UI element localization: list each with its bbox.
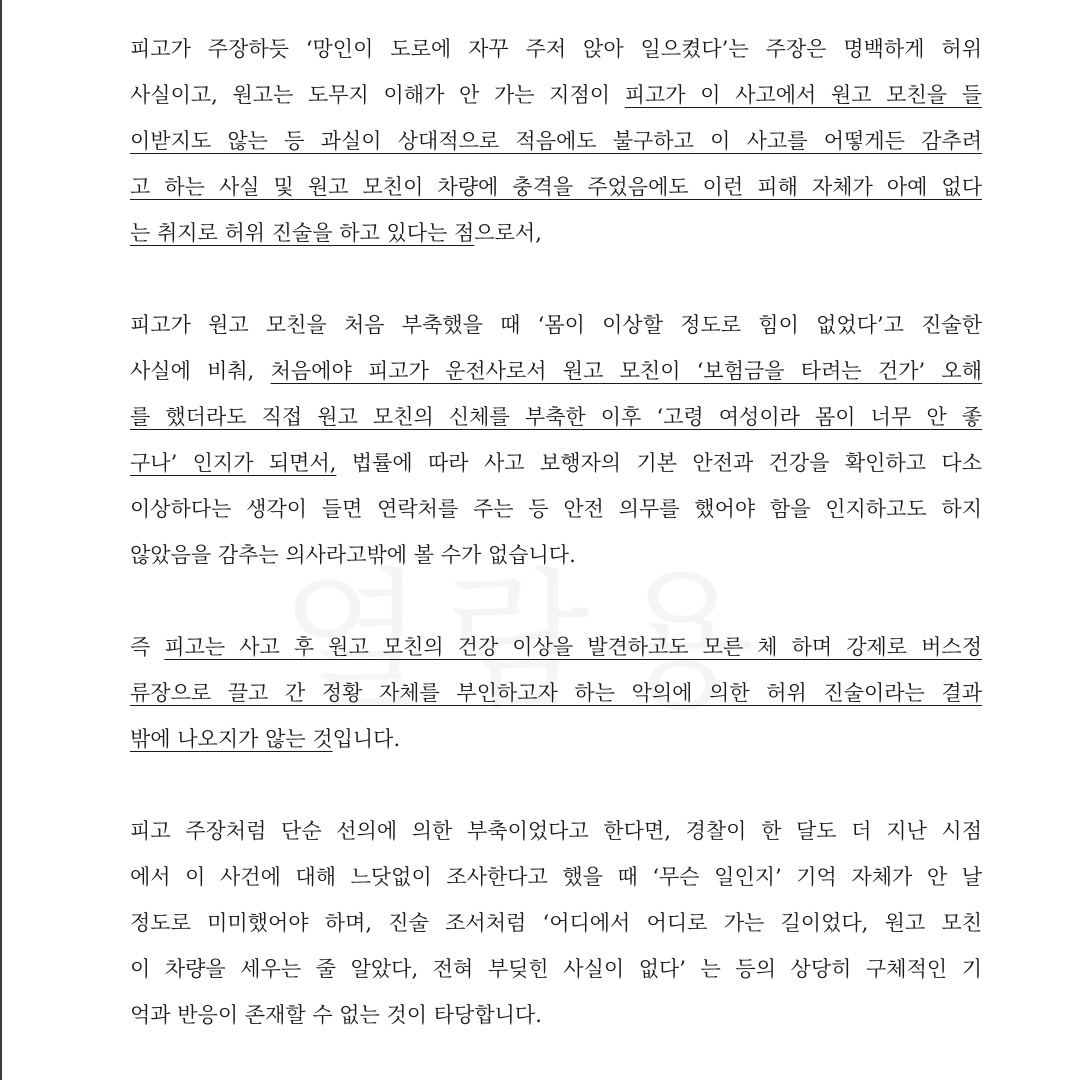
paragraph: [130, 624, 990, 762]
paragraph: [130, 302, 990, 578]
text-segment: 피고 주장처럼 단순 선의에 의한 부축이었다고 한다면, 경찰이 한 달도 더 지난 시점: [130, 819, 982, 843]
text-line: [130, 26, 982, 72]
text-line: [130, 348, 982, 394]
paragraph-gap: [130, 578, 990, 624]
text-segment: 즉: [130, 635, 165, 659]
text-line: [130, 72, 982, 118]
underlined-text: 이받지도 않는 등 과실이 상대적으로 적음에도 불구하고 이 사고를 어떻게든 감추려: [130, 129, 982, 153]
text-segment: 피고가 원고 모친을 처음 부축했을 때 ‘몸이 이상할 정도로 힘이 없었다’고 진술한: [130, 313, 982, 337]
underlined-text: 를 했더라도 직접 원고 모친의 신체를 부축한 이후 ‘고령 여성이라 몸이 너무 안 좋: [130, 405, 982, 429]
text-segment: 사실이고, 원고는 도무지 이해가 안 가는 지점이: [130, 83, 625, 107]
text-line: [130, 164, 982, 210]
text-segment: 입니다.: [332, 727, 401, 751]
text-line: [130, 210, 982, 256]
text-line: [130, 118, 982, 164]
text-segment: 에서 이 사건에 대해 느닷없이 조사한다고 했을 때 ‘무슨 일인지’ 기억 자체가 안 날: [130, 865, 982, 889]
underlined-text: 밖에 나오지가 않는 것: [130, 727, 333, 751]
page-left-border: [0, 0, 2, 1080]
paragraph-gap: [130, 762, 990, 808]
underlined-text: 는 취지로 허위 진술을 하고 있다는 점: [130, 221, 475, 245]
underlined-text: 피고가 이 사고에서 원고 모친을 들: [624, 83, 982, 107]
text-segment: 피고가 주장하듯 ‘망인이 도로에 자꾸 주저 앉아 일으켰다’는 주장은 명백하게 허위: [130, 37, 982, 61]
text-line: [130, 670, 982, 716]
text-segment: 않았음을 감추는 의사라고밖에 볼 수가 없습니다.: [130, 543, 576, 567]
text-line: [130, 900, 982, 946]
text-segment: 사실에 비춰,: [130, 359, 271, 383]
paragraph-gap: [130, 256, 990, 302]
text-line: [130, 946, 982, 992]
text-segment: 법률에 따라 사고 보행자의 기본 안전과 건강을 확인하고 다소: [336, 451, 982, 475]
text-line: [130, 854, 982, 900]
text-line: [130, 302, 982, 348]
text-line: [130, 532, 982, 578]
document-body: [130, 26, 990, 1038]
underlined-text: 구나’ 인지가 되면서,: [130, 451, 337, 475]
text-segment: 으로서,: [474, 221, 542, 245]
text-line: [130, 716, 982, 762]
underlined-text: 피고는 사고 후 원고 모친의 건강 이상을 발견하고도 모른 체 하며 강제로 버스정: [164, 635, 982, 659]
text-line: [130, 440, 982, 486]
text-line: [130, 992, 982, 1038]
text-segment: 이상하다는 생각이 들면 연락처를 주는 등 안전 의무를 했어야 함을 인지하고도 하지: [130, 497, 982, 521]
text-line: [130, 486, 982, 532]
paragraph: [130, 808, 990, 1038]
underlined-text: 처음에야 피고가 운전사로서 원고 모친이 ‘보험금을 타려는 건가’ 오해: [270, 359, 982, 383]
text-line: [130, 808, 982, 854]
text-segment: 이 차량을 세우는 줄 알았다, 전혀 부딪힌 사실이 없다’ 는 등의 상당히 구체적인 기: [130, 957, 982, 981]
text-segment: 정도로 미미했어야 하며, 진술 조서처럼 ‘어디에서 어디로 가는 길이었다, 원고 모친: [130, 911, 982, 935]
paragraph: [130, 26, 990, 256]
text-line: [130, 624, 982, 670]
underlined-text: 류장으로 끌고 간 정황 자체를 부인하고자 하는 악의에 의한 허위 진술이라는 결과: [130, 681, 982, 705]
text-line: [130, 394, 982, 440]
text-segment: 억과 반응이 존재할 수 없는 것이 타당합니다.: [130, 1003, 542, 1027]
underlined-text: 고 하는 사실 및 원고 모친이 차량에 충격을 주었음에도 이런 피해 자체가 아예 없다: [130, 175, 982, 199]
